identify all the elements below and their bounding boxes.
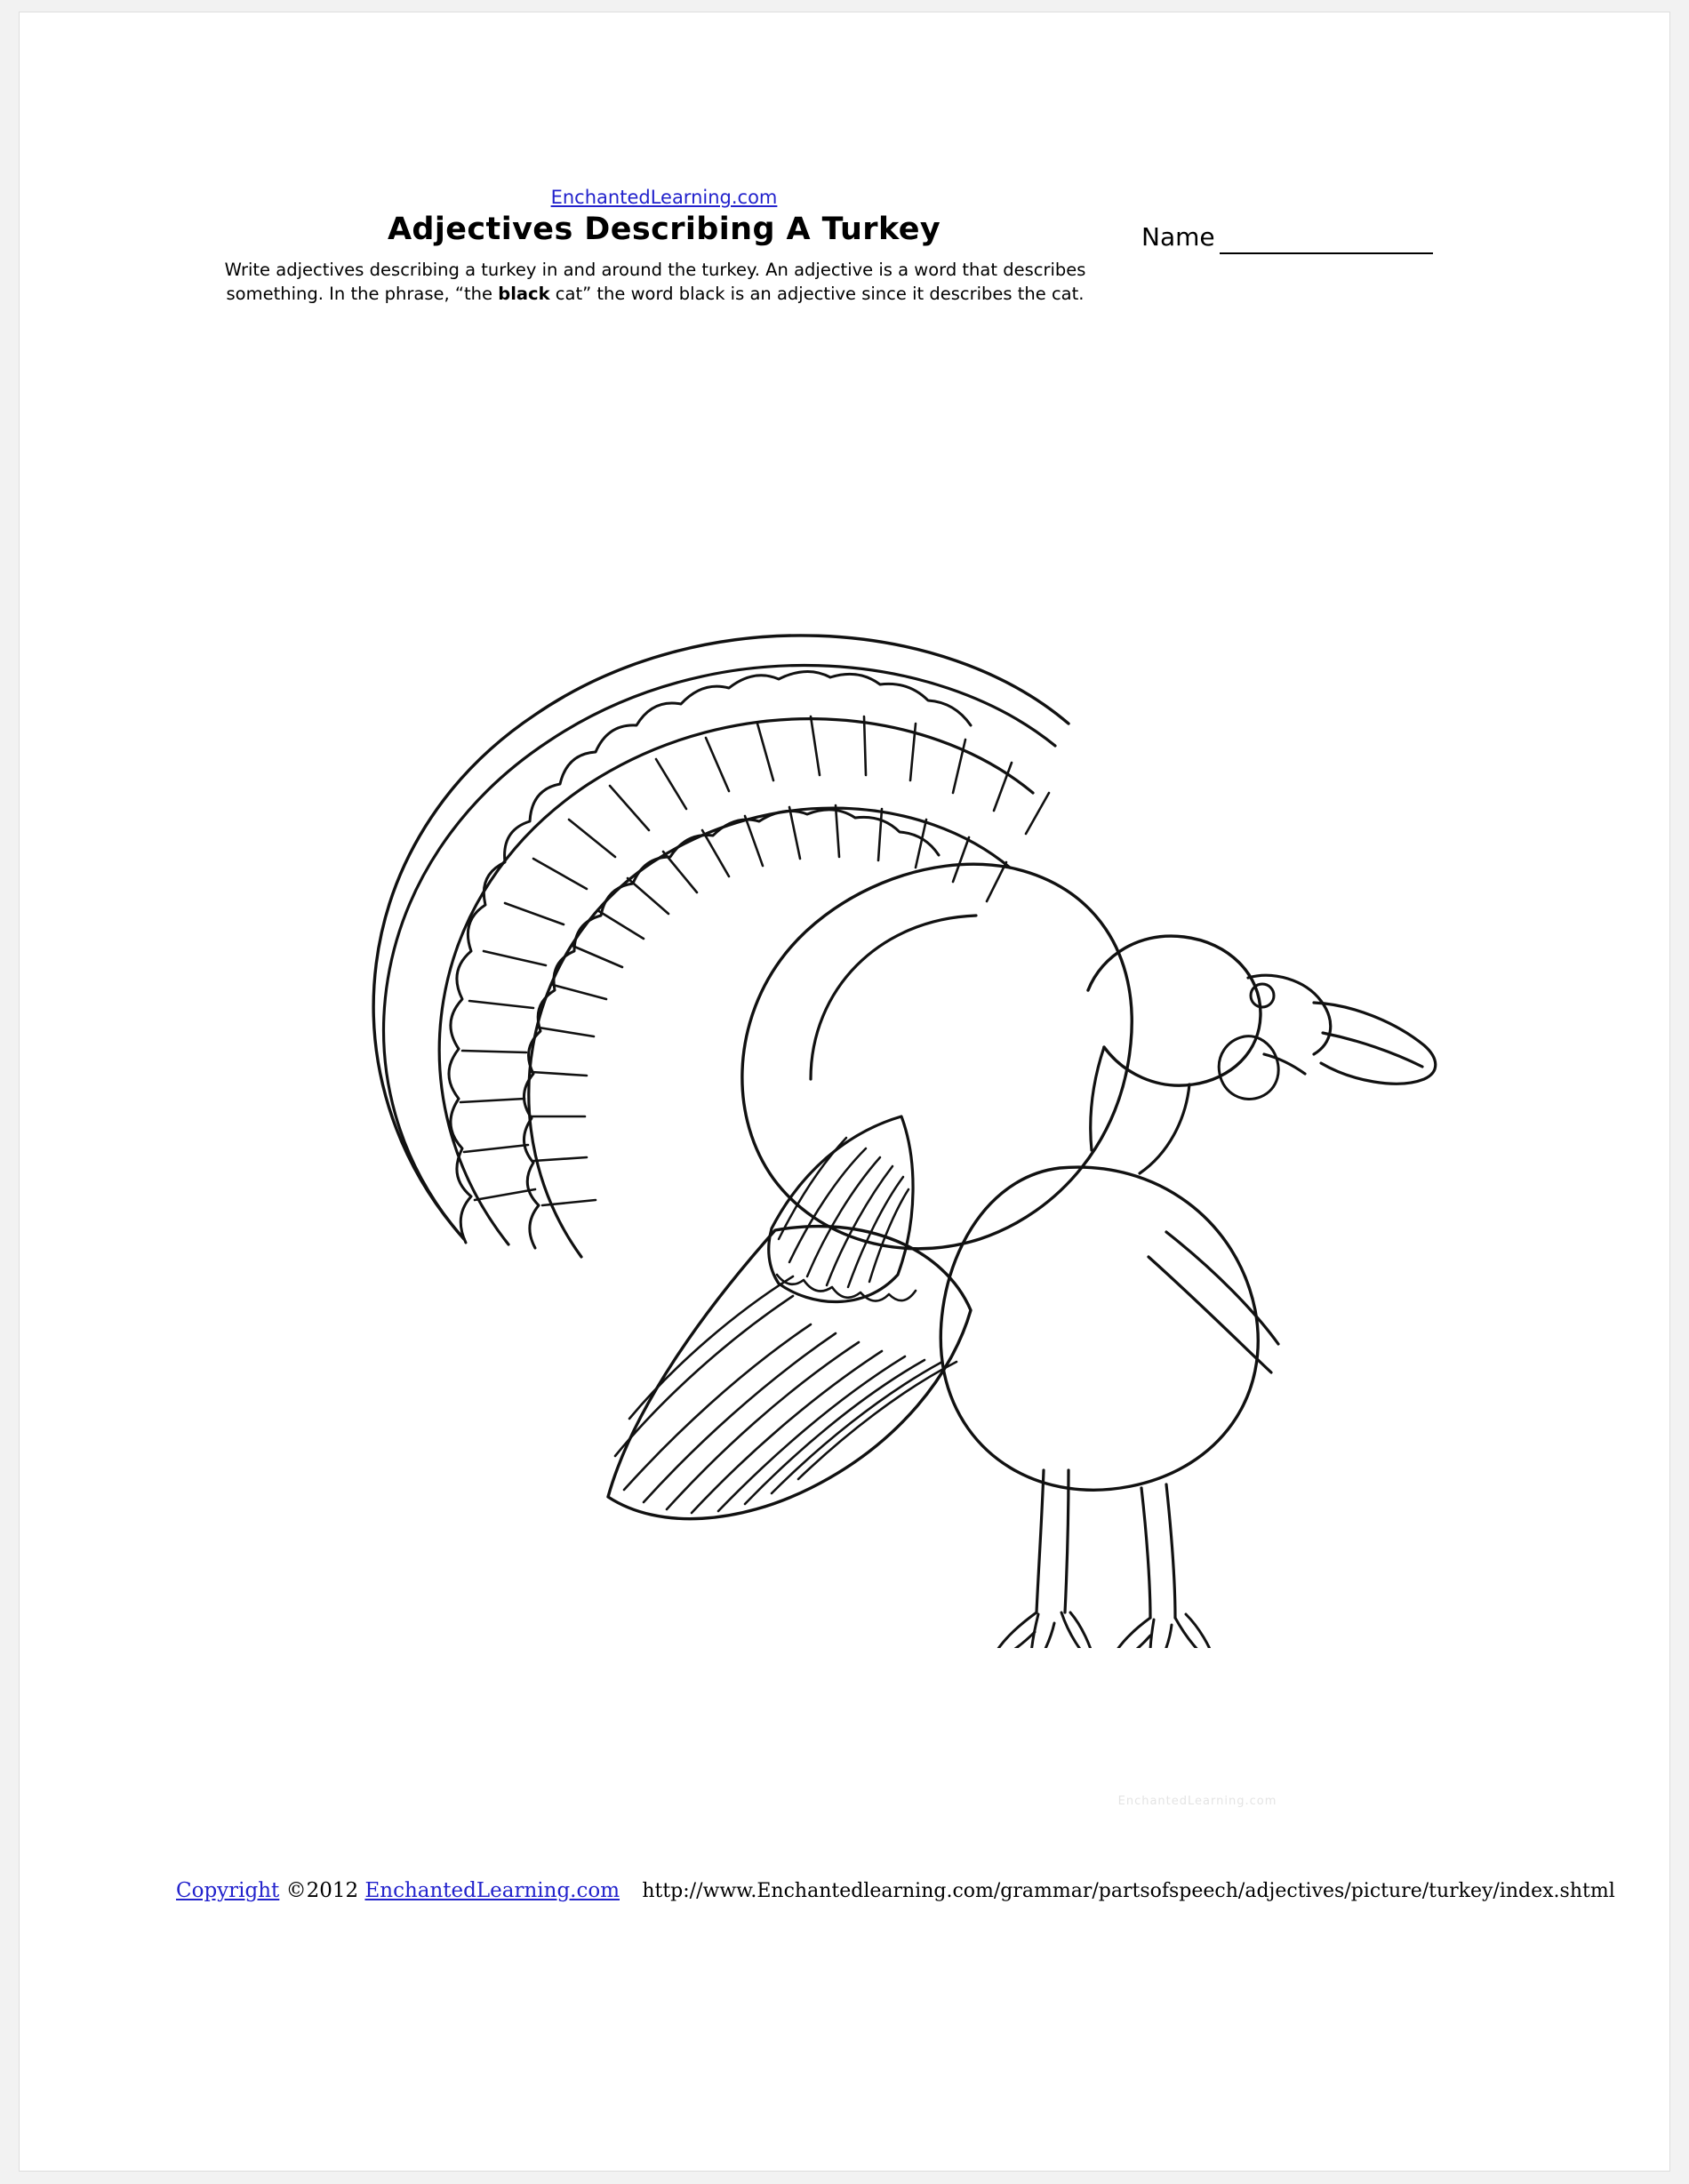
worksheet-url: http://www.Enchantedlearning.com/grammar/partsofspeech/adjectives/picture/turkey/index.shtml	[642, 1880, 1615, 1902]
footer	[176, 1879, 1615, 1902]
worksheet-header	[20, 12, 1669, 332]
instructions-bold-word: black	[498, 284, 550, 304]
name-write-line[interactable]	[1220, 252, 1433, 254]
copyright-year: ©2012	[285, 1879, 359, 1902]
name-label: Name	[1141, 222, 1215, 252]
name-field-area	[1141, 222, 1524, 261]
page-title: Adjectives Describing A Turkey	[387, 212, 941, 247]
site-link-header[interactable]: EnchantedLearning.com	[550, 187, 778, 208]
instructions-part-two: cat” the word black is an adjective since it describes the cat.	[549, 284, 1085, 304]
turkey-illustration	[242, 457, 1451, 1648]
instructions-part-one: Write adjectives describing a turkey in and around the turkey. An adjective is a word that describes something. In the phrase, “the	[224, 260, 1086, 304]
worksheet-page	[20, 12, 1669, 2171]
instructions-text	[197, 258, 1113, 306]
site-link-footer[interactable]: EnchantedLearning.com	[364, 1879, 620, 1902]
copyright-link[interactable]: Copyright	[176, 1879, 280, 1902]
faint-watermark: EnchantedLearning.com	[1117, 1795, 1277, 1808]
